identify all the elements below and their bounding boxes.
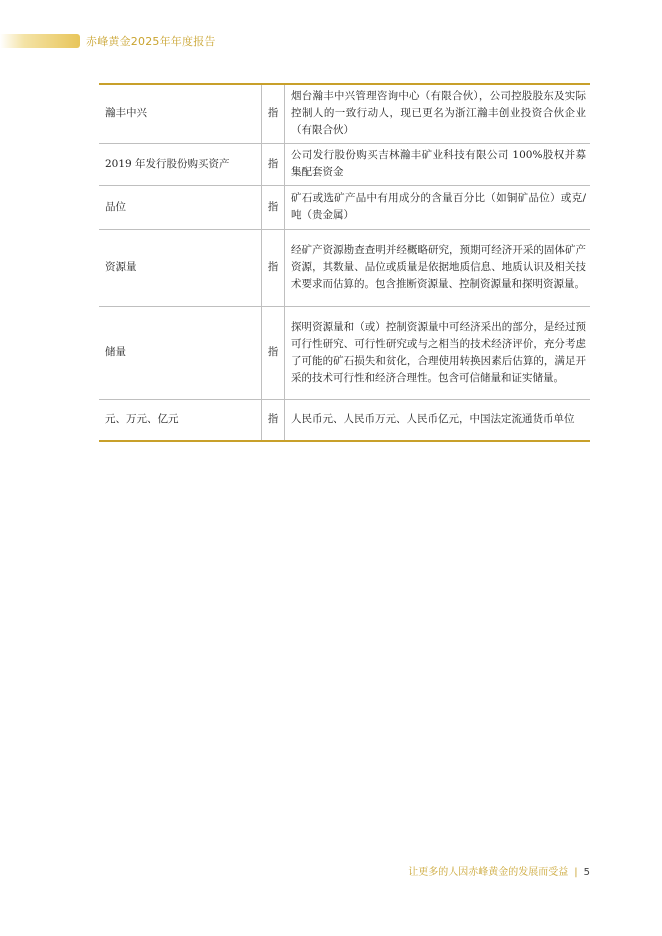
term-cell: 元、万元、亿元: [99, 399, 262, 441]
definition-cell: 矿石或选矿产品中有用成分的含量百分比（如铜矿品位）或克/吨（贵金属）: [285, 185, 591, 229]
page-number: 5: [583, 867, 590, 878]
header-decoration-bar: [0, 34, 80, 48]
definitions-table: [99, 83, 590, 442]
footer-separator: |: [574, 867, 578, 878]
footer-slogan: 让更多的人因赤峰黄金的发展而受益: [408, 867, 569, 878]
table-row: [99, 84, 590, 143]
table-row: [99, 399, 590, 441]
term-cell: 2019 年发行股份购买资产: [99, 143, 262, 185]
table-row: [99, 185, 590, 229]
term-cell: 瀚丰中兴: [99, 84, 262, 143]
definition-cell: 人民币元、人民币万元、人民币亿元，中国法定流通货币单位: [285, 399, 591, 441]
table-row: [99, 306, 590, 399]
definition-cell: 烟台瀚丰中兴管理咨询中心（有限合伙），公司控股股东及实际控制人的一致行动人，现已更名为浙江瀚丰创业投资合伙企业（有限合伙）: [285, 84, 591, 143]
term-cell: 储量: [99, 306, 262, 399]
definition-cell: 公司发行股份购买吉林瀚丰矿业科技有限公司 100%股权并募集配套资金: [285, 143, 591, 185]
marker-cell: 指: [262, 229, 285, 306]
term-cell: 品位: [99, 185, 262, 229]
term-cell: 资源量: [99, 229, 262, 306]
definition-cell: 经矿产资源勘查查明并经概略研究，预期可经济开采的固体矿产资源，其数量、品位或质量是依据地质信息、地质认识及相关技术要求而估算的。包含推断资源量、控制资源量和探明资源量。: [285, 229, 591, 306]
marker-cell: 指: [262, 185, 285, 229]
marker-cell: 指: [262, 84, 285, 143]
page-footer: [408, 863, 590, 878]
table-row: [99, 229, 590, 306]
definition-cell: 探明资源量和（或）控制资源量中可经济采出的部分，是经过预可行性研究、可行性研究或与之相当的技术经济评价，充分考虑了可能的矿石损失和贫化，合理使用转换因素后估算的，满足开采的技术可行性和经济合理性。包含可信储量和证实储量。: [285, 306, 591, 399]
table-row: [99, 143, 590, 185]
marker-cell: 指: [262, 399, 285, 441]
marker-cell: 指: [262, 306, 285, 399]
marker-cell: 指: [262, 143, 285, 185]
report-header-title: 赤峰黄金2025年年度报告: [86, 35, 216, 48]
